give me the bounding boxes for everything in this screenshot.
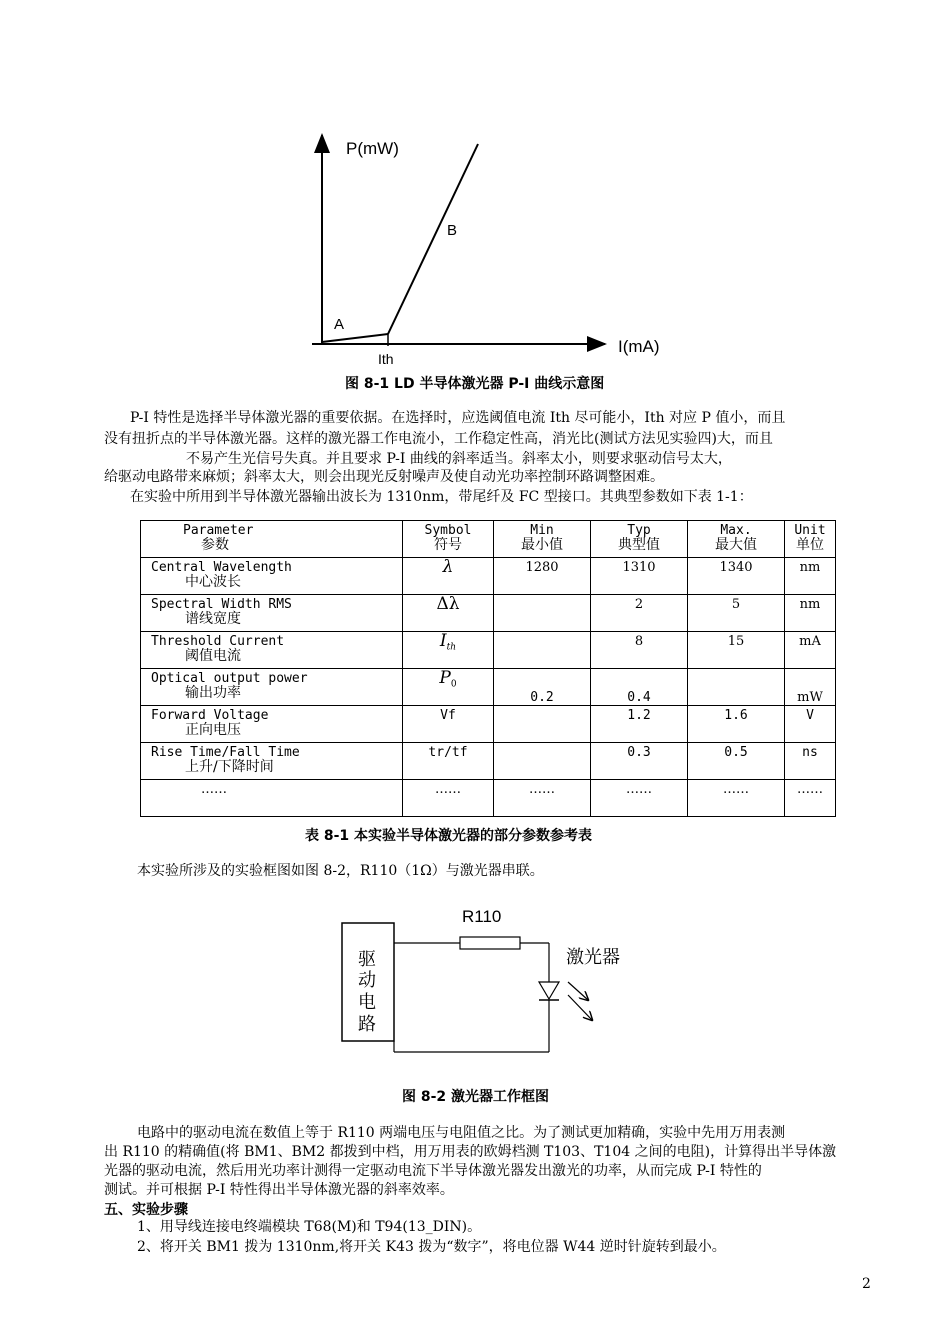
row-name: Threshold Current 阈值电流 [141, 632, 403, 669]
row-typ: …… [591, 780, 688, 817]
row-name: Optical output power 输出功率 [141, 669, 403, 706]
header-typ: Typ 典型值 [591, 521, 688, 558]
table-row [141, 743, 836, 780]
row-symbol: $I_{th}$ [403, 632, 494, 669]
row-name: Rise Time/Fall Time 上升/下降时间 [141, 743, 403, 780]
row-min [494, 632, 591, 669]
header-unit: Unit 单位 [785, 521, 836, 558]
paragraph3-line1: 电路中的驱动电流在数值上等于 R110 两端电压与电阻值之比。为了测试更加精确，实验中先用万用表测 [137, 1125, 786, 1141]
table-row [141, 780, 836, 817]
row-min [494, 743, 591, 780]
segment-b-label: B [447, 222, 458, 239]
resistor-label: R110 [462, 907, 502, 926]
figure2-caption: 图 8-2 激光器工作框图 [402, 1089, 550, 1105]
row-min: …… [494, 780, 591, 817]
row-symbol: $P_0$ [403, 669, 494, 706]
row-min [494, 595, 591, 632]
row-name: …… [141, 780, 403, 817]
laser-diode-symbol [539, 982, 559, 999]
row-typ: 2 [591, 595, 688, 632]
driver-label-char-4: 路 [358, 1014, 376, 1035]
row-unit: nm [785, 558, 836, 595]
paragraph1-line1: P-I 特性是选择半导体激光器的重要依据。在选择时，应选阈值电流 Ith 尽可能小，Ith 对应 P 值小，而且 [130, 410, 786, 426]
row-typ: 0.3 [591, 743, 688, 780]
row-symbol: Vf [403, 706, 494, 743]
row-min: 0.2 [494, 669, 591, 706]
header-min: Min 最小值 [494, 521, 591, 558]
row-name: Forward Voltage 正向电压 [141, 706, 403, 743]
paragraph2: 本实验所涉及的实验框图如图 8-2，R110（1Ω）与激光器串联。 [137, 863, 544, 879]
laser-label: 激光器 [566, 947, 620, 968]
resistor-r110 [460, 937, 520, 949]
driver-label-char-3: 电 [358, 992, 376, 1013]
row-symbol: …… [403, 780, 494, 817]
paragraph3-line2: 出 R110 的精确值(将 BM1、BM2 都拨到中档，用万用表的欧姆档测 T103、T104 之间的电阻)，计算得出半导体激 [104, 1144, 837, 1160]
segment-a-label: A [334, 316, 345, 333]
figure1-caption: 图 8-1 LD 半导体激光器 P-I 曲线示意图 [345, 376, 605, 392]
row-symbol: tr/tf [403, 743, 494, 780]
row-typ: 1.2 [591, 706, 688, 743]
table-caption: 表 8-1 本实验半导体激光器的部分参数参考表 [305, 828, 593, 844]
segment-a-line [322, 334, 388, 342]
paragraph1-line3: 不易产生光信号失真。并且要求 P-I 曲线的斜率适当。斜率太小，则要求驱动信号太大， [186, 451, 732, 467]
row-unit: …… [785, 780, 836, 817]
table-row [141, 595, 836, 632]
row-symbol: λ [403, 558, 494, 595]
section-heading: 五、实验步骤 [104, 1202, 188, 1218]
x-axis-label: I(mA) [618, 337, 660, 356]
row-max: 1340 [688, 558, 785, 595]
paragraph1-line2: 没有扭折点的半导体激光器。这样的激光器工作电流小，工作稳定性高，消光比(测试方法见实验四)大，而且 [104, 431, 773, 447]
row-unit: ns [785, 743, 836, 780]
paragraph3-line4: 测试。并可根据 P-I 特性得出半导体激光器的斜率效率。 [104, 1182, 454, 1198]
row-max: 1.6 [688, 706, 785, 743]
y-axis-label: P(mW) [346, 139, 399, 158]
row-typ: 0.4 [591, 669, 688, 706]
page-number: 2 [862, 1276, 871, 1292]
paragraph1-line4: 给驱动电路带来麻烦；斜率太大，则会出现光反射噪声及使自动光功率控制环路调整困难。 [104, 469, 664, 485]
row-max: 5 [688, 595, 785, 632]
paragraph1-line5: 在实验中所用到半导体激光器输出波长为 1310nm，带尾纤及 FC 型接口。其典型参数如下表 1-1： [130, 489, 753, 505]
row-max [688, 669, 785, 706]
table-row [141, 669, 836, 706]
row-typ: 1310 [591, 558, 688, 595]
table-row [141, 632, 836, 669]
row-max: 0.5 [688, 743, 785, 780]
driver-label-char-1: 驱 [358, 949, 376, 970]
segment-b-line [388, 144, 478, 334]
table-header-row [141, 521, 836, 558]
row-symbol: Δλ [403, 595, 494, 632]
header-parameter: Parameter 参数 [141, 521, 403, 558]
row-min: 1280 [494, 558, 591, 595]
driver-label-char-2: 动 [358, 970, 376, 991]
table-row [141, 558, 836, 595]
row-unit: nm [785, 595, 836, 632]
row-max: 15 [688, 632, 785, 669]
row-name: Central Wavelength 中心波长 [141, 558, 403, 595]
row-unit: mW [785, 669, 836, 706]
row-unit: V [785, 706, 836, 743]
header-symbol: Symbol 符号 [403, 521, 494, 558]
row-name: Spectral Width RMS 谱线宽度 [141, 595, 403, 632]
pi-curve-figure [300, 120, 700, 380]
row-max: …… [688, 780, 785, 817]
threshold-label: Ith [378, 351, 394, 367]
row-min [494, 706, 591, 743]
table-row [141, 706, 836, 743]
step-2: 2、将开关 BM1 拨为 1310nm,将开关 K43 拨为“数字”，将电位器 W44 逆时针旋转到最小。 [137, 1239, 726, 1255]
header-max: Max. 最大值 [688, 521, 785, 558]
laser-block-diagram [330, 900, 640, 1065]
step-1: 1、用导线连接电终端模块 T68(M)和 T94(13_DIN)。 [137, 1219, 482, 1235]
row-unit: mA [785, 632, 836, 669]
emission-arrow-2 [568, 995, 592, 1020]
parameter-table [140, 520, 836, 817]
paragraph3-line3: 光器的驱动电流，然后用光功率计测得一定驱动电流下半导体激光器发出激光的功率，从而完成 P-I 特性的 [104, 1163, 762, 1179]
row-typ: 8 [591, 632, 688, 669]
